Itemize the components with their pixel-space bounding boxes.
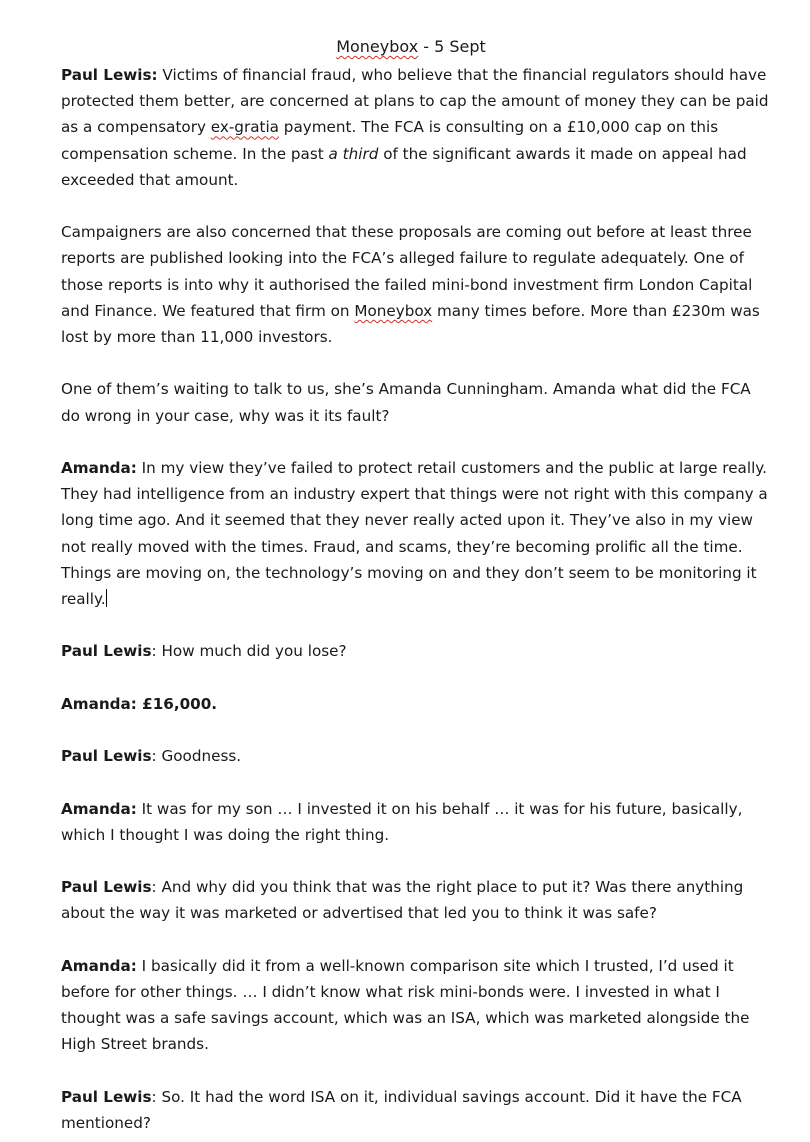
paragraph-5[interactable]	[61, 638, 773, 664]
paragraph-text: Victims of financial fraud, who believe that the financial regulators should have protected them better, are concerned at plans to cap the amount of money they can be paid as a compensatory	[61, 66, 769, 137]
paragraph-9[interactable]	[61, 874, 773, 926]
misspelled-word: Moneybox	[354, 301, 433, 320]
paragraph-text: : And why did you think that was the right place to put it? Was there anything about the way it was marketed or advertised that led you to think it was safe?	[61, 878, 744, 923]
paragraph-1[interactable]	[61, 62, 773, 193]
paragraph-text: : How much did you lose?	[151, 642, 347, 661]
paragraph-4[interactable]	[61, 455, 773, 612]
speaker-label: Amanda:	[61, 459, 137, 477]
speaker-label: Amanda:	[61, 799, 137, 818]
speaker-label: Paul Lewis	[61, 747, 152, 766]
paragraph-text: : So. It had the word ISA on it, individual savings account. Did it have the FCA mentioned?	[61, 1087, 742, 1132]
paragraph-3[interactable]	[61, 376, 773, 428]
text-cursor	[106, 589, 107, 607]
paragraph-text: I basically did it from a well-known comparison site which I trusted, I’d used it before for other things. … I didn’t know what risk mini-bonds were. I invested in what I thought was a safe savings account, which was an ISA, which was marketed alongside the High Street brands.	[61, 956, 750, 1054]
paragraph-8[interactable]	[61, 796, 773, 848]
title-date: - 5 Sept	[418, 37, 486, 56]
paragraph-text: of the significant awards it made on appeal had exceeded that amount.	[61, 144, 747, 189]
paragraph-text: : Goodness.	[151, 747, 242, 766]
paragraph-text: It was for my son … I invested it on his behalf … it was for his future, basically, which I thought I was doing the right thing.	[61, 799, 743, 844]
italic-text: a third	[328, 144, 379, 163]
paragraph-2[interactable]	[61, 219, 773, 350]
paragraph-6[interactable]	[61, 691, 773, 717]
speaker-label: Amanda: £16,000.	[61, 694, 218, 713]
speaker-label: Paul Lewis	[61, 1087, 152, 1106]
paragraph-10[interactable]	[61, 953, 773, 1058]
speaker-label: Paul Lewis	[61, 642, 152, 661]
misspelled-word: ex-gratia	[210, 118, 279, 137]
paragraph-text: Campaigners are also concerned that these proposals are coming out before at least three reports are published looking into the FCA’s alleged failure to regulate adequately. One of those reports is into why it authorised the failed mini-bond investment firm London Capital and Finance. We featured that firm on	[61, 223, 753, 320]
speaker-label: Paul Lewis:	[61, 66, 158, 84]
document-title	[61, 34, 761, 60]
speaker-label: Paul Lewis	[61, 878, 152, 897]
paragraph-text: One of them’s waiting to talk to us, she’s Amanda Cunningham. Amanda what did the FCA do wrong in your case, why was it its fault?	[61, 380, 751, 425]
paragraph-text: many times before. More than £230m was lost by more than 11,000 investors.	[61, 301, 760, 347]
title-misspelled-word: Moneybox	[336, 37, 419, 56]
paragraph-7[interactable]	[61, 743, 773, 769]
paragraph-11[interactable]	[61, 1084, 773, 1136]
paragraph-text: payment. The FCA is consulting on a £10,000 cap on this compensation scheme. In the past	[61, 118, 719, 163]
paragraph-text: In my view they’ve failed to protect retail customers and the public at large really. They had intelligence from an industry expert that things were not right with this company a long time ago. And it seemed that they never really acted upon it. They’ve also in my view not really moved with the times. Fraud, and scams, they’re becoming prolific all the time. Things are moving on, the technology’s moving on and they don’t seem to be monitoring it really.	[61, 459, 768, 609]
speaker-label: Amanda:	[61, 956, 137, 975]
